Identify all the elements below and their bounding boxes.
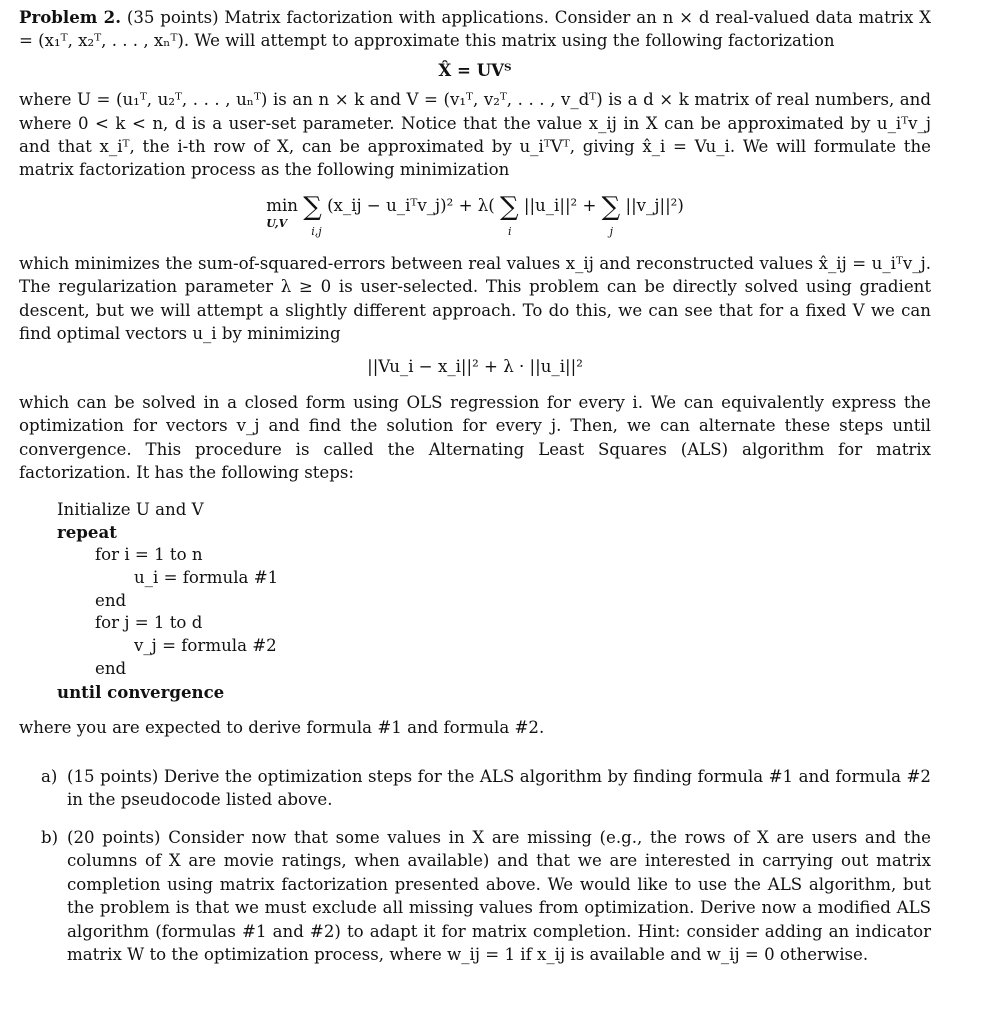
algo-repeat: repeat (57, 522, 117, 543)
question-b-text: (20 points) Consider now that some values in X are missing (e.g., the rows of X are users and the columns of X are movie ratings, when available) and that we are interested in carrying out matrix completion using matrix factorization presented above. We would like to use the ALS algorithm, but the problem is that we must exclude all missing values from optimization. Derive now a modified ALS algorithm (formulas #1 and #2) to adapt it for matrix completion. Hint: consider adding an indicator matrix W to the optimization process, where w_ij = 1 if x_ij is available and w_ij = 0 otherwise. (67, 827, 931, 964)
sum-subscript-j: j (609, 224, 614, 238)
algo-assign-u: u_i = formula #1 (134, 567, 279, 587)
algo-init: Initialize U and V (57, 499, 204, 519)
paragraph-closed-form: which can be solved in a closed form using OLS regression for every i. We can equivalently express the optimization for vectors v_j and find the solution for every j. Then, we can alternate these steps until convergence. This procedure is called the Alternating Least Squares (ALS) algorithm for matrix factorization. It has the following steps: (19, 392, 931, 483)
problem-intro-text: Consider an n × d real-valued data matrix X = (x₁ᵀ, x₂ᵀ, . . . , xₙᵀ). We will attempt to approximate this matrix using the following factorization (19, 8, 932, 51)
algo-end-1: end (95, 590, 127, 610)
min-v-term: ||v_j||²) (625, 195, 684, 215)
paragraph-where: where U = (u₁ᵀ, u₂ᵀ, . . . , uₙᵀ) is an n × k and V = (v₁ᵀ, v₂ᵀ, . . . , v_dᵀ) is a d × k matrix of real numbers, and where 0 < k < n, d is a user-set parameter. Notice that the value x_ij in X can be approximated by u_iᵀv_j and that x_iᵀ, the i-th row of X, can be approximated by u_iᵀVᵀ, giving x̂_i = Vu_i. We will formulate the matrix factorization process as the following minimization (19, 90, 931, 180)
algo-assign-v: v_j = formula #2 (134, 636, 277, 656)
paragraph-which: which minimizes the sum-of-squared-errors between real values x_ij and reconstructed values x̂_ij = u_iᵀv_j. The regularization parameter λ ≥ 0 is user-selected. This problem can be directly solved using gradient descent, but we will attempt a slightly different approach. To do this, we can see that for a fixed V we can find optimal vectors u_i by minimizing (19, 253, 931, 344)
problem-points: (35 points) Matrix factorization with applications. (126, 8, 549, 27)
problem-document (19, 6, 931, 980)
algo-end-2: end (95, 659, 127, 679)
algo-until: until convergence (57, 681, 225, 702)
equation-minimization (19, 191, 931, 238)
question-list (19, 765, 931, 966)
sum-subscript-i: i (508, 224, 512, 238)
min-body: (x_ij − u_iᵀv_j)² + λ( (327, 195, 495, 215)
algo-for-j: for j = 1 to d (95, 613, 203, 633)
question-b-label: b) (41, 827, 59, 847)
equation-factorization: X̂ = UVᵀ (438, 59, 512, 80)
min-subscript: U,V (266, 216, 288, 230)
sum-symbol-ij: ∑ (303, 191, 322, 222)
sum-symbol-j: ∑ (601, 191, 621, 222)
sum-symbol-i: ∑ (500, 191, 519, 222)
min-operator: min (266, 195, 298, 215)
sum-subscript-ij: i,j (311, 224, 322, 238)
min-u-term: ||u_i||² + (523, 195, 597, 215)
problem-heading: Problem 2. (19, 7, 121, 27)
problem-intro (19, 6, 931, 53)
equation-ols: ||Vu_i − x_i||² + λ · ||u_i||² (367, 357, 583, 377)
question-a-text: (15 points) Derive the optimization steps for the ALS algorithm by finding formula #1 and formula #2 in the pseudocode listed above. (67, 767, 931, 810)
question-a-label: a) (41, 767, 58, 787)
question-a (19, 765, 931, 812)
paragraph-expected: where you are expected to derive formula #1 and formula #2. (19, 717, 545, 737)
question-b (19, 826, 931, 966)
algo-for-i: for i = 1 to n (95, 545, 203, 565)
als-pseudocode (57, 499, 931, 704)
